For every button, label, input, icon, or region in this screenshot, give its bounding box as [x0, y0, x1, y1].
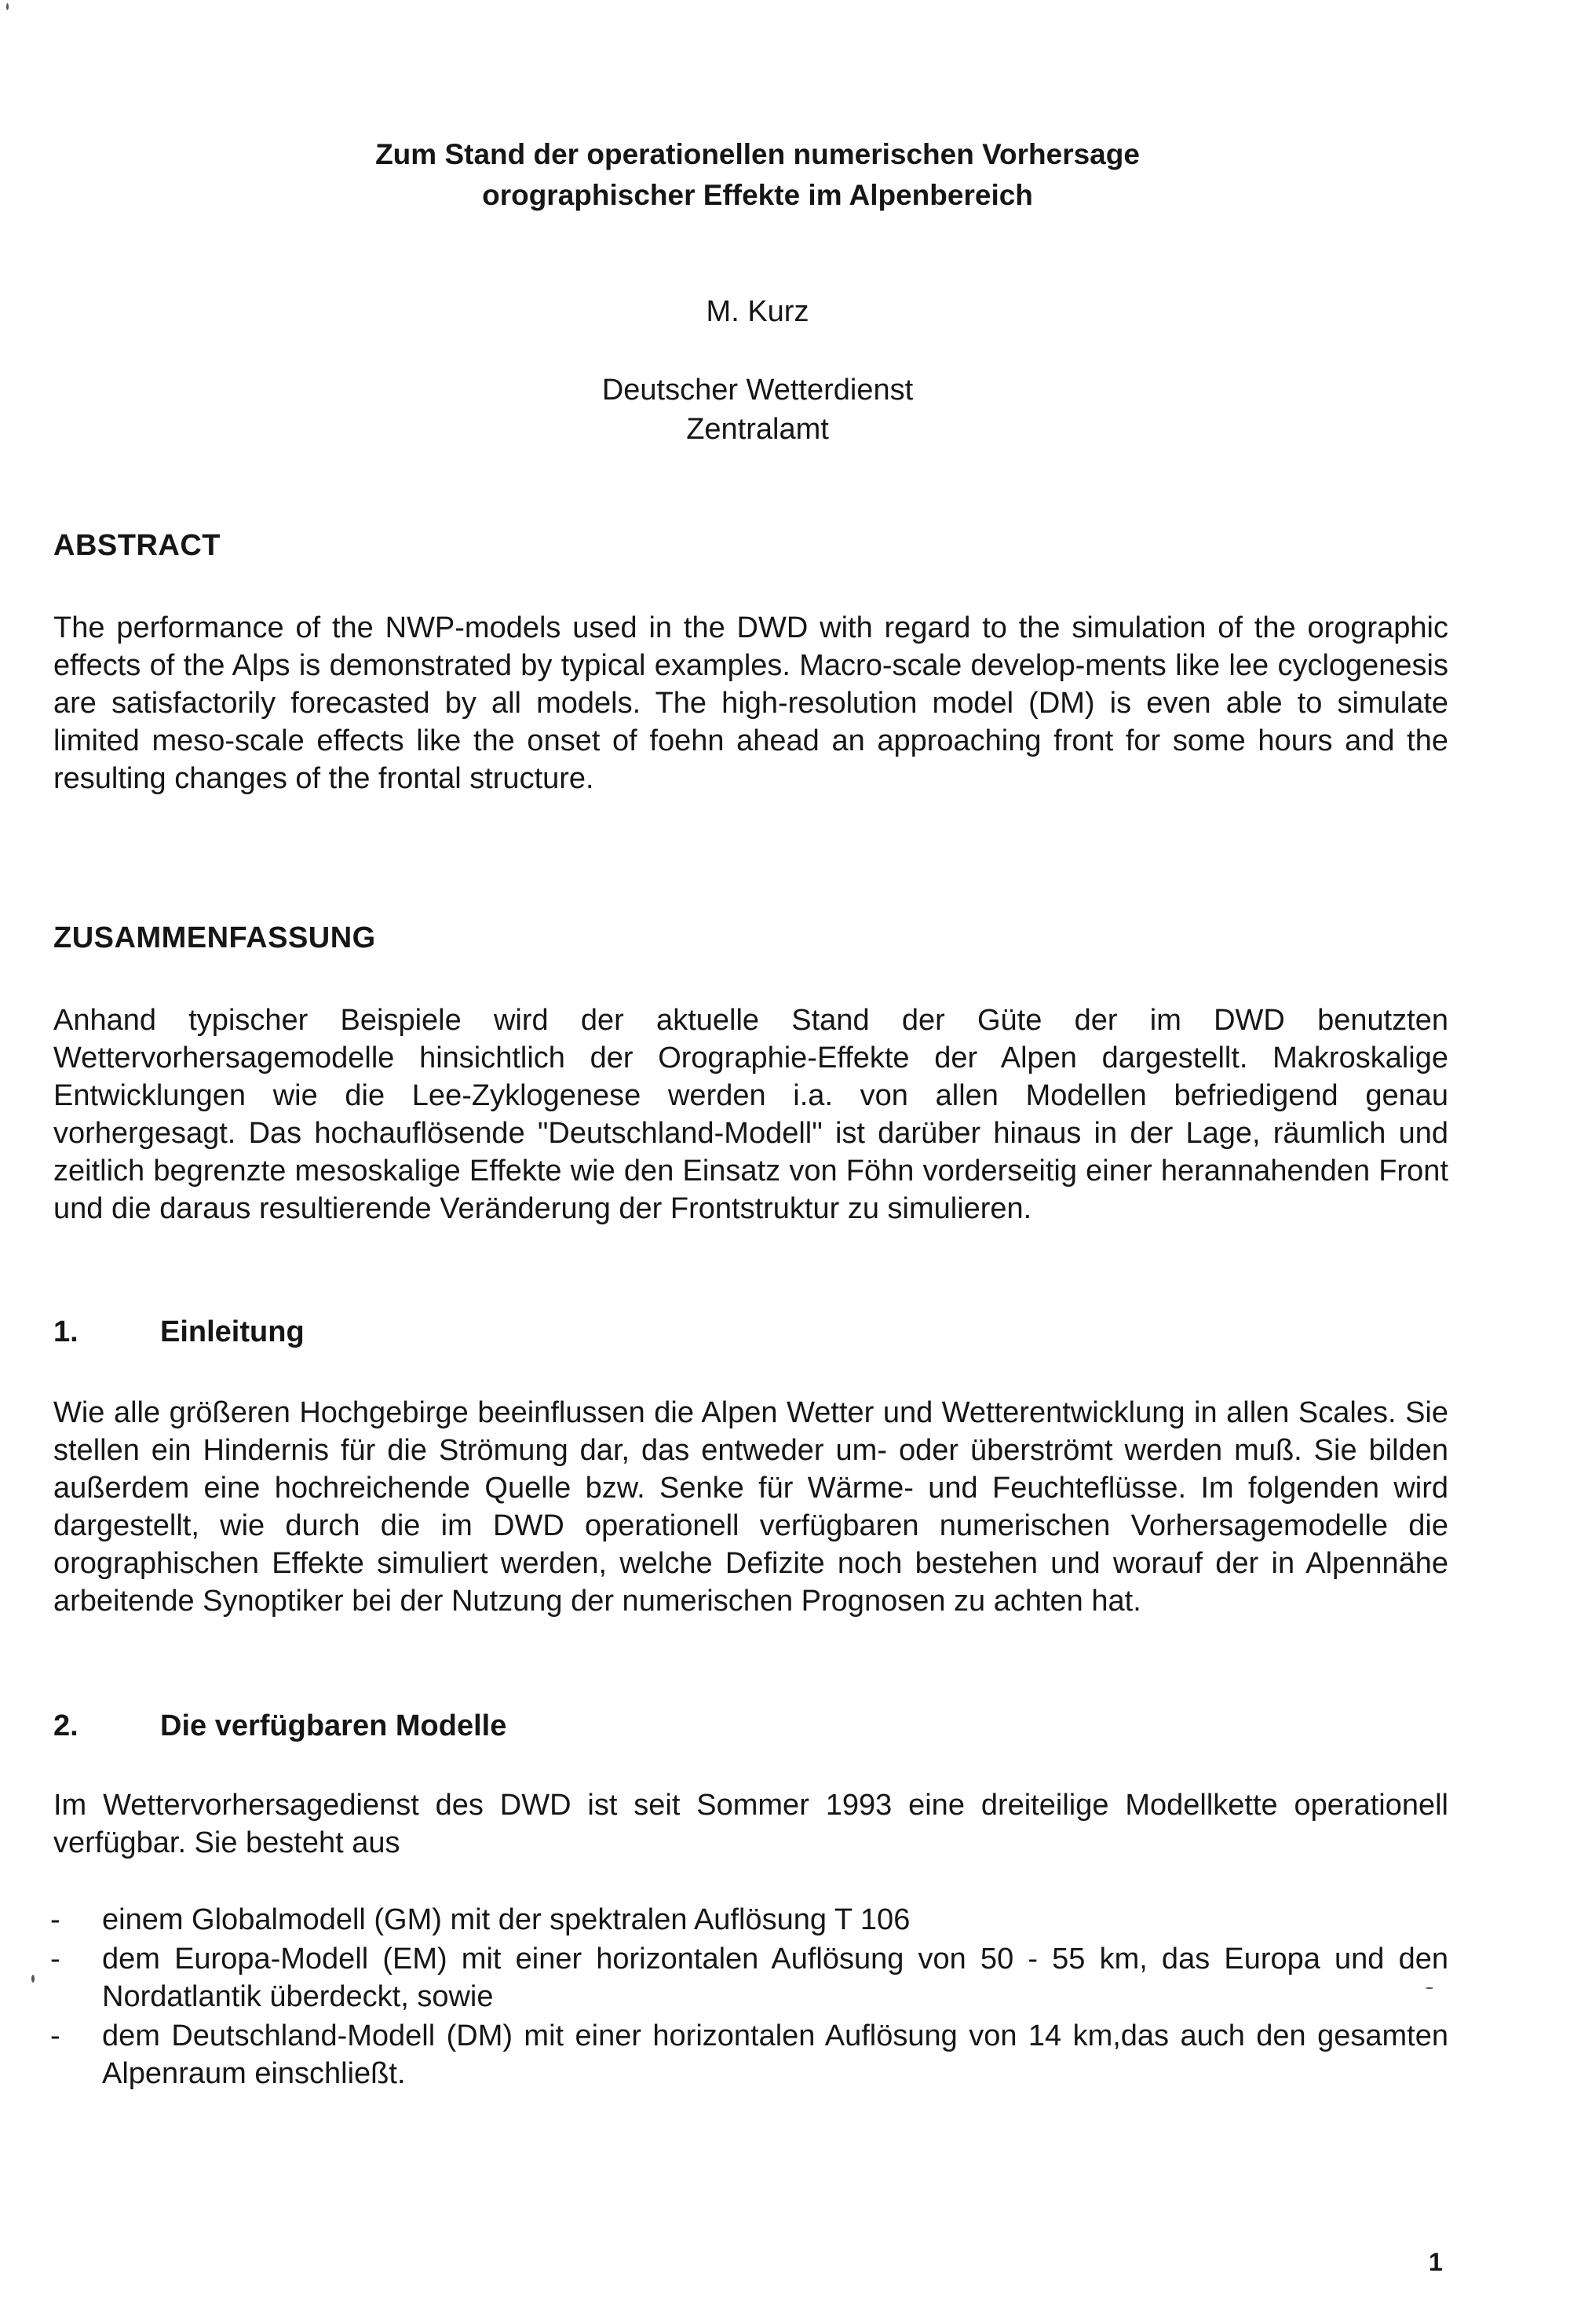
list-dash: -: [50, 1943, 60, 1976]
section-2-number: 2.: [53, 1709, 78, 1742]
list-dash: -: [50, 1903, 60, 1936]
scan-speck: [1426, 1987, 1433, 1989]
paper-title-line-2: orographischer Effekte im Alpenbereich: [482, 179, 1033, 211]
page-number: 1: [1429, 2248, 1443, 2276]
author: M. Kurz: [706, 295, 809, 328]
abstract-paragraph: The performance of the NWP-models used in the DWD with regard to the simulation of the orographic effects of the Alps is demonstrated by typical examples. Macro-scale develop-ments like lee cyclogenesis are satisfactorily forecasted by all models. The high-resolution model (DM) is even able to simulate limited meso-scale effects like the onset of foehn ahead an approaching front for some hours and the resulting changes of the frontal structure.: [53, 611, 1448, 795]
list-item-text: dem Deutschland-Modell (DM) mit einer horizontalen Auflösung von 14 km,das auch den gesamten Alpenraum einschließt.: [102, 2019, 1448, 2090]
section-1-paragraph: Wie alle größeren Hochgebirge beeinflussen die Alpen Wetter und Wetterentwicklung in allen Scales. Sie stellen ein Hindernis für die Strömung dar, das entweder um- oder überströmt werden muß. Sie bilden außerdem eine hochreichende Quelle bzw. Senke für Wärme- und Feuchteflüsse. Im folgenden wird dargestellt, wie durch die im DWD operationell verfügbaren numerischen Vorhersagemodelle die orographischen Effekte simuliert werden, welche Defizite noch bestehen und worauf der in Alpennähe arbeitende Synoptiker bei der Nutzung der numerischen Prognosen zu achten hat.: [53, 1396, 1448, 1618]
list-dash: -: [50, 2019, 60, 2052]
affiliation-line-1: Deutscher Wetterdienst: [601, 374, 914, 407]
list-item-text: einem Globalmodell (GM) mit der spektralen Auflösung T 106: [102, 1903, 911, 1936]
list-item-text: dem Europa-Modell (EM) mit einer horizontalen Auflösung von 50 - 55 km, das Europa und den Nordatlantik überdeckt, sowie: [102, 1943, 1448, 2013]
section-1-number: 1.: [53, 1315, 78, 1348]
section-2-title: Die verfügbaren Modelle: [160, 1709, 507, 1742]
scan-speck: [6, 3, 9, 10]
section-1-title: Einleitung: [160, 1315, 305, 1348]
paper-title-line-1: Zum Stand der operationellen numerischen Vorhersage: [375, 138, 1140, 170]
abstract-heading: ABSTRACT: [53, 529, 221, 562]
affiliation-line-2: Zentralamt: [686, 413, 829, 446]
zusammenfassung-heading: ZUSAMMENFASSUNG: [53, 921, 376, 954]
scan-speck: [31, 1975, 35, 1983]
zusammenfassung-paragraph: Anhand typischer Beispiele wird der aktuelle Stand der Güte der im DWD benutzten Wettervorhersagemodelle hinsichtlich der Orographie-Effekte der Alpen dargestellt. Makroskalige Entwicklungen wie die Lee-Zyklogenese werden i.a. von allen Modellen befriedigend genau vorhergesagt. Das hochauflösende "Deutschland-Modell" ist darüber hinaus in der Lage, räumlich und zeitlich begrenzte mesoskalige Effekte wie den Einsatz von Föhn vorderseitig einer herannahenden Front und die daraus resultierende Veränderung der Frontstruktur zu simulieren.: [53, 1004, 1448, 1225]
section-2-paragraph: Im Wettervorhersagedienst des DWD ist seit Sommer 1993 eine dreiteilige Modellkette operationell verfügbar. Sie besteht aus: [53, 1789, 1448, 1859]
